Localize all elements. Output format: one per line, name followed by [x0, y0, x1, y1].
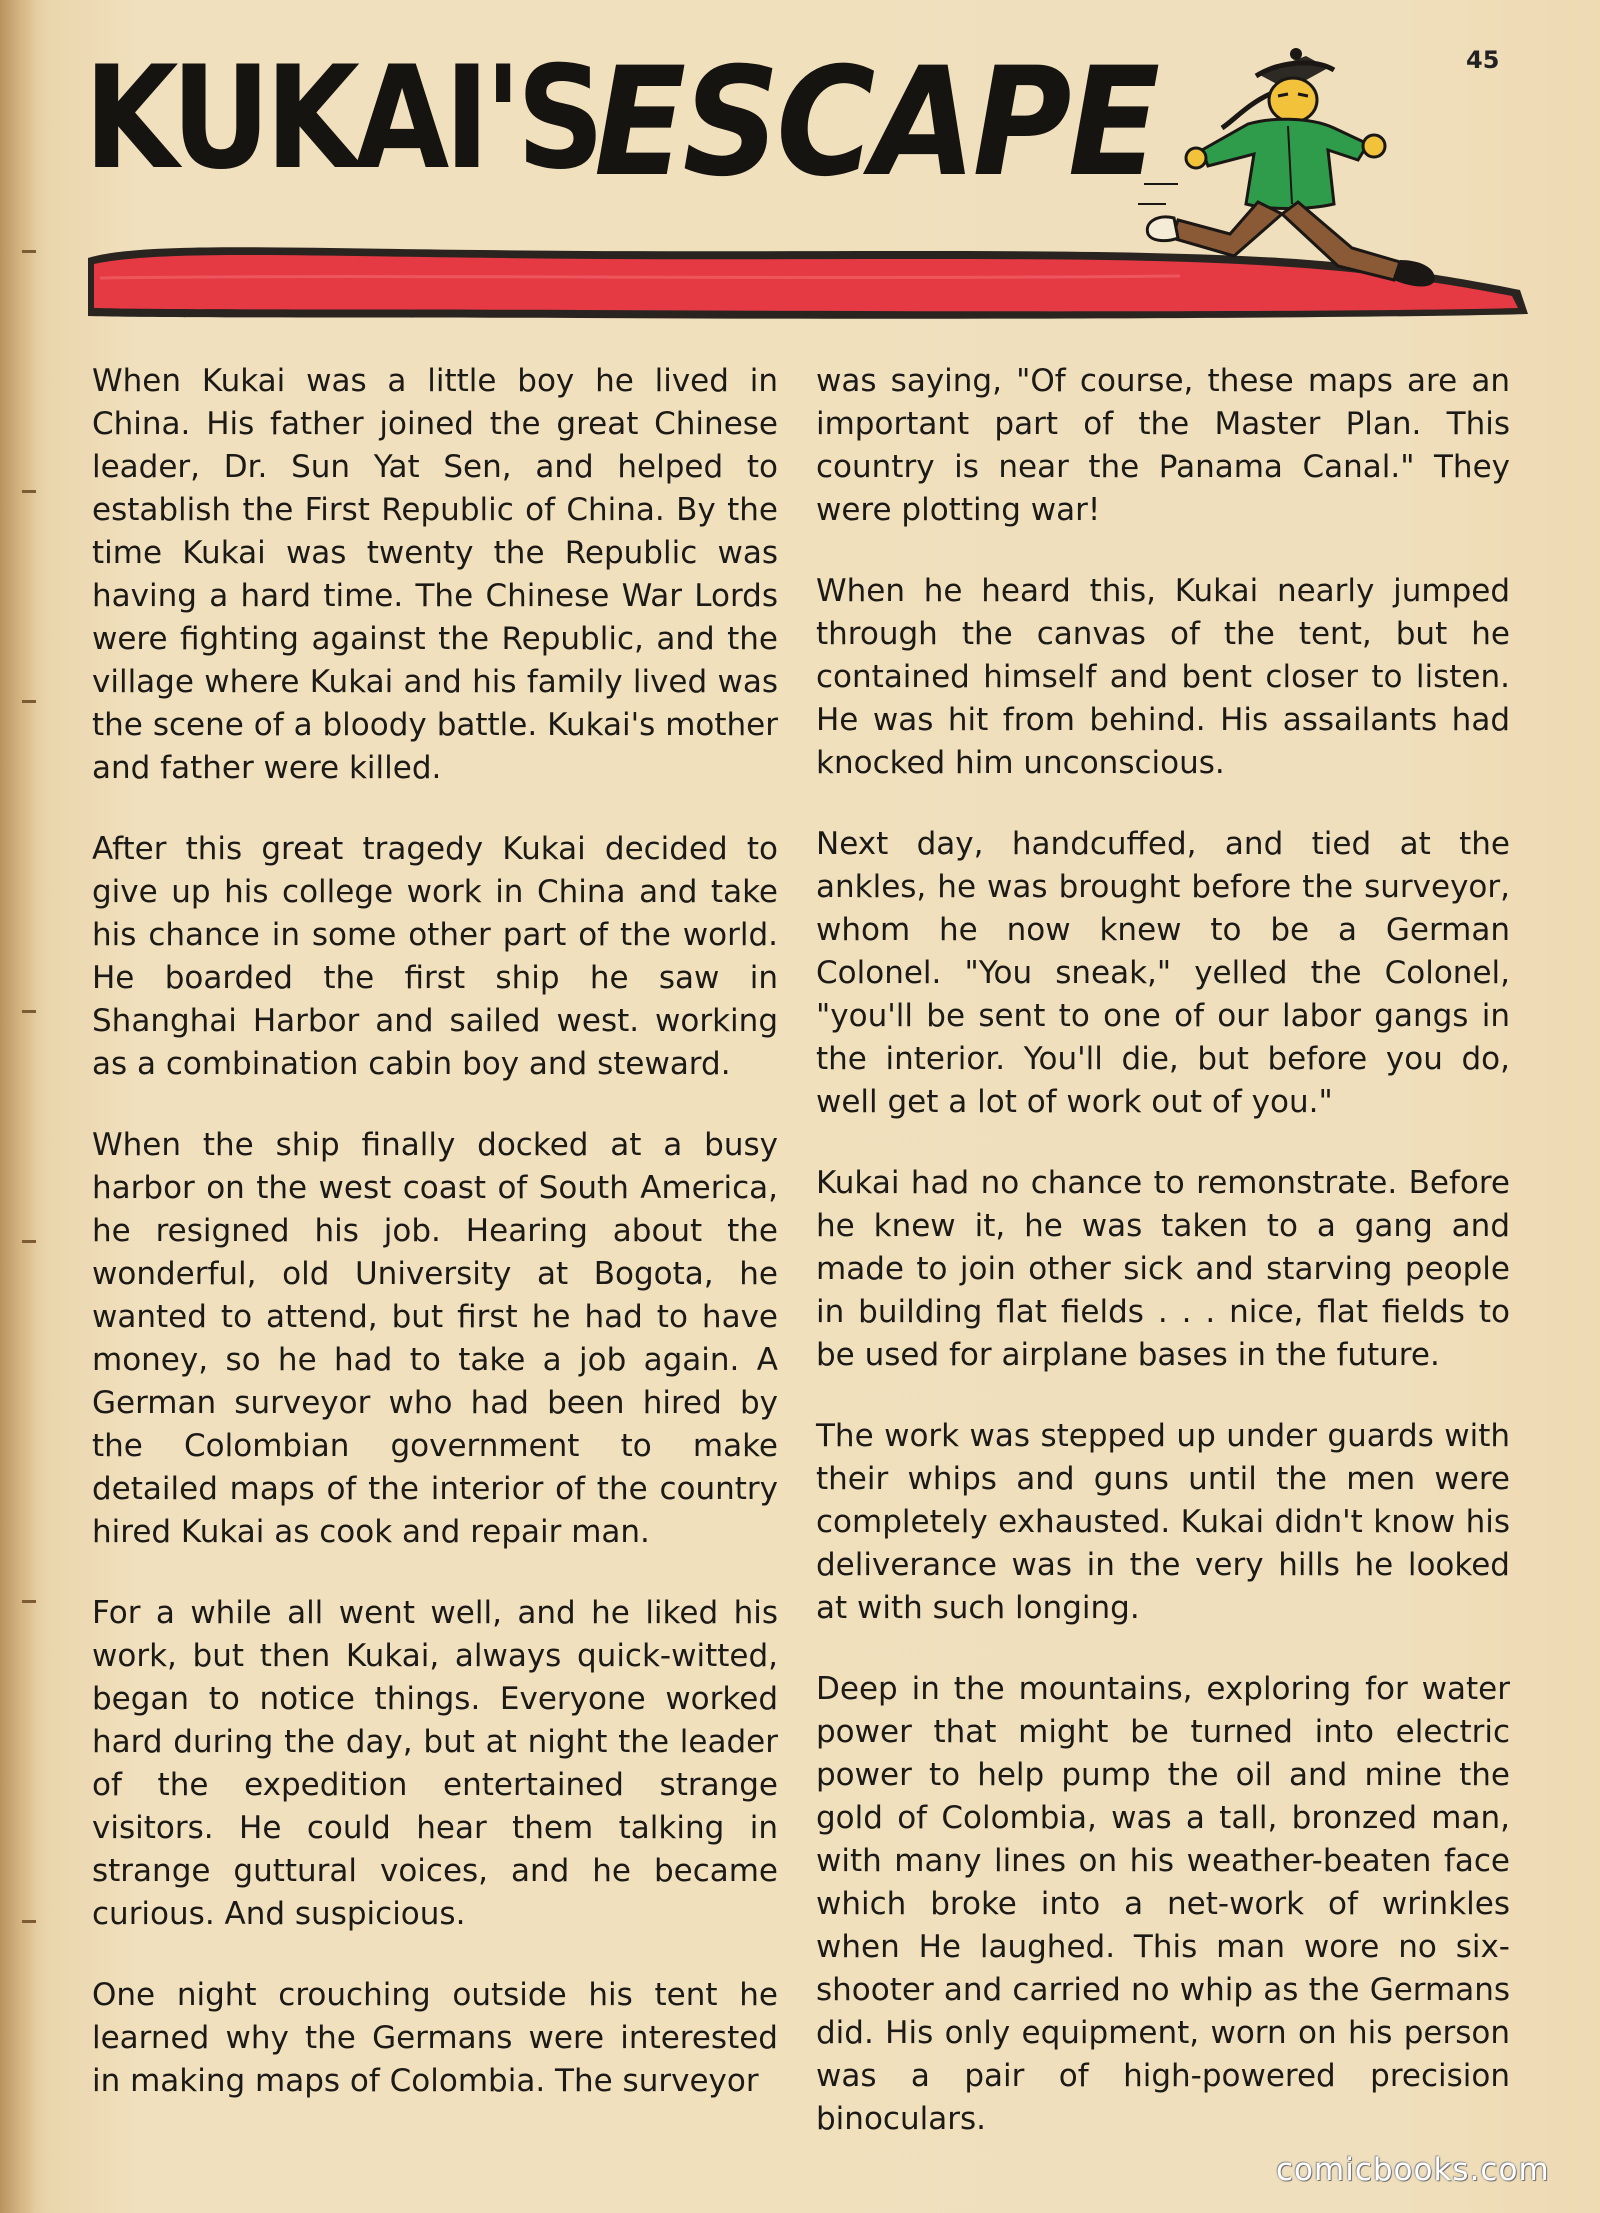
watermark: comicbooks.com	[1276, 2152, 1550, 2188]
page-spine	[0, 0, 34, 2213]
paragraph: Kukai had no chance to remonstrate. Before he knew it, he was taken to a gang and made to join other sick and starving people in building flat fields . . . nice, flat fields to be used for airplane bases in the future.	[816, 1165, 1510, 1373]
binding-mark	[22, 490, 36, 493]
paragraph: was saying, "Of course, these maps are an important part of the Master Plan. This country is near the Panama Canal." They were plotting war!	[816, 363, 1510, 528]
text-column-left	[92, 360, 778, 2141]
binding-mark	[22, 1010, 36, 1013]
paragraph: For a while all went well, and he liked his work, but then Kukai, always quick-witted, began to notice things. Everyone worked hard during the day, but at night the leader of the expedition entertained strange visitors. He could hear them talking in strange guttural voices, and he became curious. And suspicious.	[92, 1595, 778, 1932]
title-word-escape: ESCAPE	[594, 36, 1157, 210]
paragraph: One night crouching outside his tent he learned why the Germans were interested in making maps of Colombia. The surveyor	[92, 1977, 778, 2099]
title-word-kukais: KUKAI'S	[84, 36, 600, 201]
paragraph: When he heard this, Kukai nearly jumped through the canvas of the tent, but he contained himself and bent closer to listen. He was hit from behind. His assailants had knocked him unconscious.	[816, 573, 1510, 781]
paragraph: After this great tragedy Kukai decided to give up his college work in China and take his chance in some other part of the world. He boarded the first ship he saw in Shanghai Harbor and sailed west. working as a combination cabin boy and steward.	[92, 831, 778, 1082]
paragraph: Next day, handcuffed, and tied at the ankles, he was brought before the surveyor, whom he now knew to be a German Colonel. "You sneak," yelled the Colonel, "you'll be sent to one of our labor gangs in the interior. You'll die, but before you do, well get a lot of work out of you."	[816, 826, 1510, 1120]
paragraph: Deep in the mountains, exploring for water power that might be turned into electric power to help pump the oil and mine the gold of Colombia, was a tall, bronzed man, with many lines on his weather-beaten face which broke into a net-work of wrinkles when He laughed. This man wore no six-shooter and carried no whip as the Germans did. His only equipment, worn on his person was a pair of high-powered precision binoculars.	[816, 1671, 1510, 2137]
binding-mark	[22, 1240, 36, 1243]
text-column-right	[816, 360, 1510, 2179]
paragraph: The work was stepped up under guards with their whips and guns until the men were completely exhausted. Kukai didn't know his deliverance was in the very hills he looked at with such longing.	[816, 1418, 1510, 1626]
binding-mark	[22, 250, 36, 253]
binding-mark	[22, 700, 36, 703]
paragraph: When Kukai was a little boy he lived in China. His father joined the great Chinese leader, Dr. Sun Yat Sen, and helped to establish the First Republic of China. By the time Kukai was twenty the Republic was having a hard time. The Chinese War Lords were fighting against the Republic, and the village where Kukai and his family lived was the scene of a bloody battle. Kukai's mother and father were killed.	[92, 363, 778, 786]
story-title	[84, 36, 1184, 228]
binding-mark	[22, 1920, 36, 1923]
paragraph: When the ship finally docked at a busy harbor on the west coast of South America, he resigned his job. Hearing about the wonderful, old University at Bogota, he wanted to attend, but first he had to have money, so he had to take a job again. A German surveyor who had been hired by the Colombian government to make detailed maps of the interior of the country hired Kukai as cook and repair man.	[92, 1127, 778, 1550]
running-man-icon	[1138, 34, 1518, 304]
page-number: 45	[1466, 46, 1500, 74]
binding-mark	[22, 1600, 36, 1603]
